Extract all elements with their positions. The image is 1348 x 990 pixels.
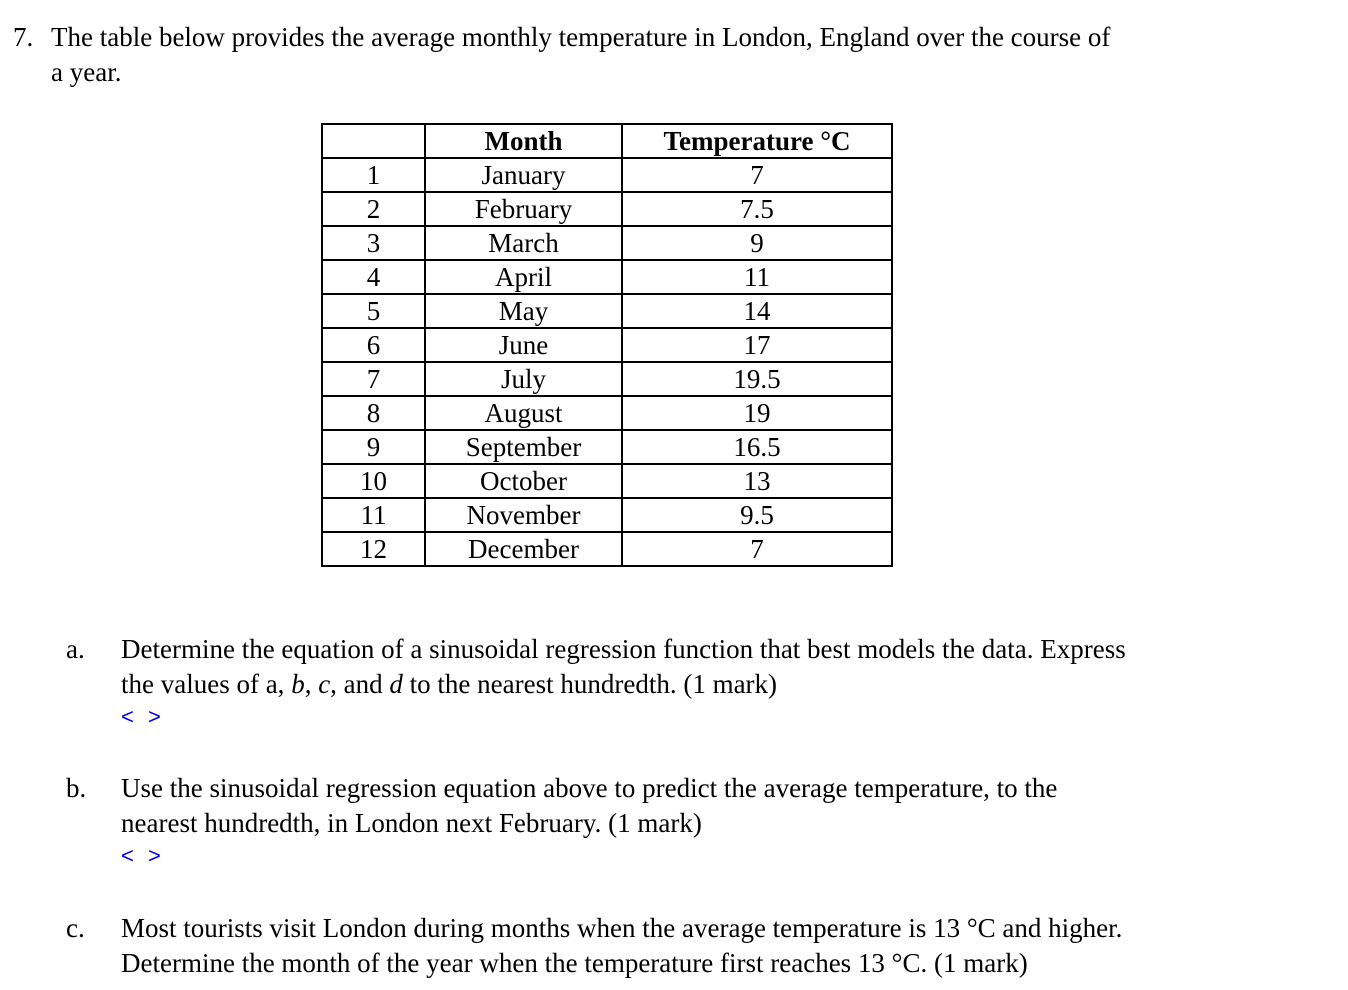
cell-month: September [425, 430, 622, 464]
part-c-line1: Most tourists visit London during months when the average temperature is 13 °C and higher. [121, 913, 1123, 943]
cell-temperature: 17 [622, 328, 892, 362]
cell-month: March [425, 226, 622, 260]
table-row [322, 362, 892, 396]
part-b-answer-link[interactable]: < > [121, 843, 165, 868]
cell-month: December [425, 532, 622, 566]
part-a-answer-link[interactable]: < > [121, 704, 165, 729]
cell-index: 7 [322, 362, 425, 396]
cell-index: 11 [322, 498, 425, 532]
part-a-text [121, 632, 1321, 732]
part-a-sep1: , [304, 669, 319, 699]
cell-temperature: 14 [622, 294, 892, 328]
cell-month: October [425, 464, 622, 498]
cell-month: January [425, 158, 622, 192]
cell-index: 9 [322, 430, 425, 464]
part-b-text [121, 771, 1321, 871]
cell-month: April [425, 260, 622, 294]
header-temperature: Temperature °C [622, 124, 892, 158]
table-row [322, 328, 892, 362]
cell-month: November [425, 498, 622, 532]
table-body [322, 158, 892, 566]
cell-month: July [425, 362, 622, 396]
cell-index: 5 [322, 294, 425, 328]
cell-index: 1 [322, 158, 425, 192]
cell-temperature: 19.5 [622, 362, 892, 396]
part-a-line1: Determine the equation of a sinusoidal regression function that best models the data. Express [121, 634, 1126, 664]
table-row [322, 498, 892, 532]
cell-index: 3 [322, 226, 425, 260]
cell-temperature: 7.5 [622, 192, 892, 226]
table-row [322, 158, 892, 192]
cell-index: 12 [322, 532, 425, 566]
cell-index: 2 [322, 192, 425, 226]
var-d: d [389, 669, 403, 699]
part-a-line2 [121, 667, 1321, 702]
cell-month: February [425, 192, 622, 226]
part-c-line2: Determine the month of the year when the temperature first reaches 13 °C. (1 mark) [121, 948, 1028, 978]
table-header-row [322, 124, 892, 158]
cell-temperature: 19 [622, 396, 892, 430]
var-b: b [291, 669, 305, 699]
table-row [322, 464, 892, 498]
part-b-line2: nearest hundredth, in London next February. (1 mark) [121, 808, 702, 838]
cell-index: 8 [322, 396, 425, 430]
part-a-sep2: , and [330, 669, 390, 699]
table-row [322, 192, 892, 226]
table-row [322, 260, 892, 294]
cell-temperature: 13 [622, 464, 892, 498]
table-row [322, 430, 892, 464]
part-a-line2-prefix: the values of a, [121, 669, 292, 699]
header-month: Month [425, 124, 622, 158]
question-text-line2: a year. [51, 57, 122, 87]
cell-temperature: 9.5 [622, 498, 892, 532]
cell-index: 10 [322, 464, 425, 498]
cell-temperature: 7 [622, 158, 892, 192]
cell-month: August [425, 396, 622, 430]
cell-index: 4 [322, 260, 425, 294]
cell-temperature: 16.5 [622, 430, 892, 464]
part-c-letter: c. [66, 913, 85, 943]
cell-month: May [425, 294, 622, 328]
question-number: 7. [13, 22, 34, 52]
header-index [322, 124, 425, 158]
cell-temperature: 11 [622, 260, 892, 294]
cell-index: 6 [322, 328, 425, 362]
table-row [322, 226, 892, 260]
temperature-table [321, 123, 893, 567]
cell-temperature: 9 [622, 226, 892, 260]
cell-temperature: 7 [622, 532, 892, 566]
table-row [322, 294, 892, 328]
part-b-line1: Use the sinusoidal regression equation above to predict the average temperature, to the [121, 773, 1058, 803]
part-a-line2-suffix: to the nearest hundredth. (1 mark) [402, 669, 778, 699]
cell-month: June [425, 328, 622, 362]
part-a-letter: a. [66, 634, 85, 664]
table-row [322, 532, 892, 566]
question-text-line1: The table below provides the average monthly temperature in London, England over the course of [51, 22, 1111, 52]
table-row [322, 396, 892, 430]
var-c: c [318, 669, 331, 699]
part-b-letter: b. [66, 773, 87, 803]
part-c-text [121, 911, 1321, 981]
